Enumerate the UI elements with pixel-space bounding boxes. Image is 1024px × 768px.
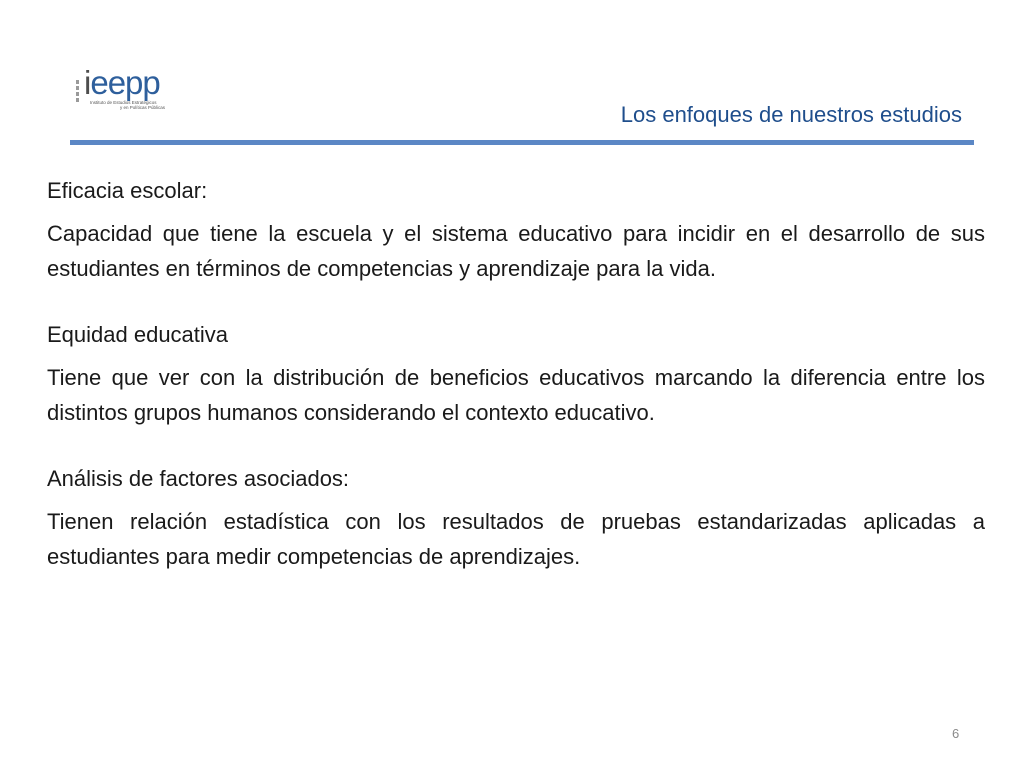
- slide-content: [47, 176, 985, 574]
- logo-subtitle: [90, 100, 165, 110]
- logo-wordmark-i: i: [84, 64, 91, 101]
- slide-title: Los enfoques de nuestros estudios: [620, 102, 962, 127]
- section-text-eficacia: Capacidad que tiene la escuela y el sistema educativo para incidir en el desarrollo de sus estudiantes en términos de competencias y aprendizaje para la vida.: [47, 221, 985, 281]
- logo-bars-icon: [76, 80, 82, 104]
- ieepp-logo: [76, 66, 186, 110]
- logo-subtitle-line1: Instituto de Estudios Estratégicos: [90, 100, 157, 105]
- logo-wordmark-rest: eepp: [90, 64, 160, 101]
- section-text-equidad: Tiene que ver con la distribución de beneficios educativos marcando la diferencia entre los distintos grupos humanos considerando el contexto educativo.: [47, 365, 985, 425]
- header-divider: [70, 140, 974, 145]
- page-number: 6: [952, 726, 960, 741]
- section-heading-equidad: Equidad educativa: [47, 322, 229, 347]
- logo-wordmark: [84, 66, 160, 99]
- section-heading-factores: Análisis de factores asociados:: [47, 466, 350, 491]
- section-heading-eficacia: Eficacia escolar:: [47, 178, 208, 203]
- section-text-factores: Tienen relación estadística con los resultados de pruebas estandarizadas aplicadas a estudiantes para medir competencias de aprendizajes.: [47, 509, 985, 569]
- logo-subtitle-line2: y en Políticas Públicas: [120, 105, 166, 110]
